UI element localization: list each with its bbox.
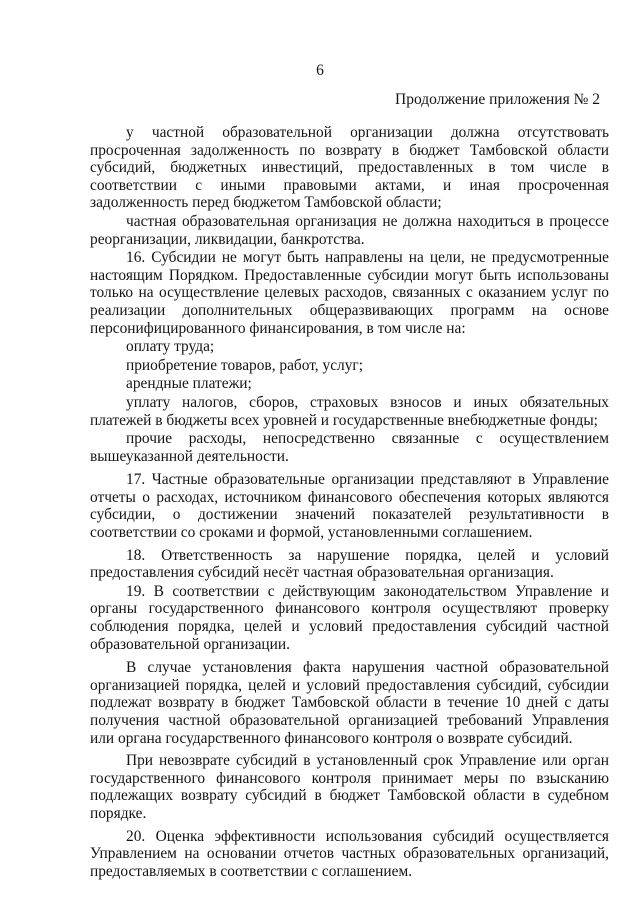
paragraph-non-return-court: При невозврате субсидий в установленный срок Управление или орган государственного финансового контроля принимает меры по взысканию подлежащих возврату субсидий в бюджет Тамбовской области в судебном порядке. bbox=[90, 752, 609, 822]
list-item-goods-services: приобретение товаров, работ, услуг; bbox=[126, 356, 363, 374]
page-number: 6 bbox=[316, 62, 324, 79]
list-item-other-expenses: прочие расходы, непосредственно связанные с осуществлением вышеуказанной деятельности. bbox=[90, 430, 609, 465]
paragraph-19-control: 19. В соответствии с действующим законодательством Управление и органы государственного финансового контроля осуществляют проверку соблюдения порядка, целей и условий предоставления субсидий частной образовательной организации. bbox=[90, 582, 609, 653]
appendix-continuation-header: Продолжение приложения № 2 bbox=[395, 91, 600, 108]
paragraph-20-efficiency: 20. Оценка эффективности использования субсидий осуществляется Управлением на основании отчетов частных образовательных организаций, предоставляемых в соответствии с соглашением. bbox=[90, 827, 609, 880]
document-body bbox=[90, 124, 609, 880]
paragraph-16-subsidy-purposes: 16. Субсидии не могут быть направлены на цели, не предусмотренные настоящим Порядком. Предоставленные субсидии могут быть использованы только на осуществление целевых расходов, связанных с оказанием услуг по реализации дополнительных общеразвивающих программ на основе персонифицированного финансирования, в том числе на: bbox=[90, 249, 609, 337]
paragraph-violation-refund: В случае установления факта нарушения частной образовательной организацией порядка, целей и условий предоставления субсидий, субсидии подлежат возврату в бюджет Тамбовской области в течение 10 дней с даты получения частной образовательной организацией требований Управления или органа государственного финансового контроля о возврате субсидий. bbox=[90, 659, 609, 747]
list-item-taxes: уплату налогов, сборов, страховых взносов и иных обязательных платежей в бюджеты всех уровней и государственные внебюджетные фонды; bbox=[90, 393, 609, 429]
paragraph-debt-condition: у частной образовательной организации должна отсутствовать просроченная задолженность по возврату в бюджет Тамбовской области субсидий, бюджетных инвестиций, предоставленных в том числе в соответствии с иными правовыми актами, и иная просроченная задолженность перед бюджетом Тамбовской области; bbox=[90, 124, 609, 212]
list-item-rent: арендные платежи; bbox=[126, 375, 252, 393]
list-item-labor: оплату труда; bbox=[126, 338, 215, 356]
paragraph-18-responsibility: 18. Ответственность за нарушение порядка, целей и условий предоставления субсидий несёт частная образовательная организация. bbox=[90, 546, 609, 582]
paragraph-17-reports: 17. Частные образовательные организации представляют в Управление отчеты о расходах, источником финансового обеспечения которых являются субсидии, о достижении значений показателей результативности в соответствии со сроками и формой, установленными соглашением. bbox=[90, 471, 609, 542]
paragraph-reorganization-condition: частная образовательная организация не должна находиться в процессе реорганизации, ликвидации, банкротства. bbox=[90, 212, 609, 248]
